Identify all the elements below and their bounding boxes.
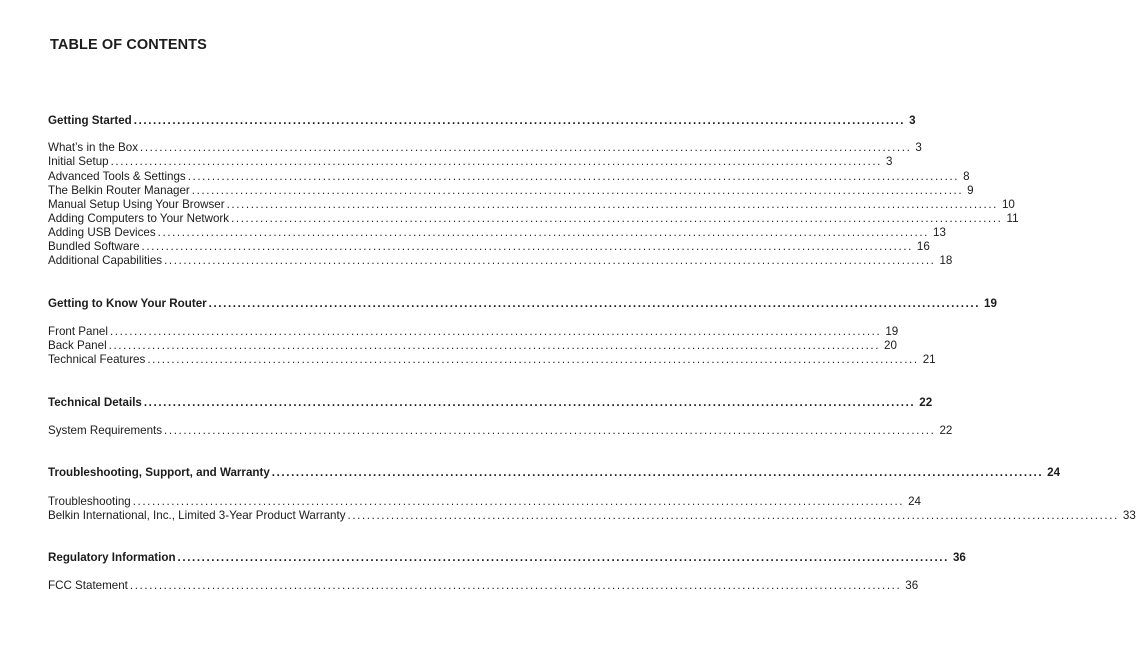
toc-entry-label: Back Panel	[48, 339, 107, 352]
toc-entry[interactable]	[48, 579, 919, 593]
toc-page-number: 9	[967, 184, 974, 197]
toc-page-number: 18	[939, 254, 953, 267]
toc-entry-label: Front Panel	[48, 325, 108, 338]
toc-entry[interactable]	[48, 495, 922, 509]
toc-page-number: 10	[1001, 198, 1015, 211]
page-title: TABLE OF CONTENTS	[50, 37, 207, 53]
toc-page-number: 11	[1006, 212, 1019, 225]
toc-section-getting-started[interactable]	[48, 114, 916, 128]
toc-entry-label: Belkin International, Inc., Limited 3-Year Product Warranty	[48, 509, 346, 522]
toc-entry[interactable]	[48, 424, 953, 438]
dot-leader: ................................................................................................................................................................	[140, 141, 912, 154]
toc-entry-label: FCC Statement	[48, 579, 128, 592]
toc-entry-label: Manual Setup Using Your Browser	[48, 198, 225, 211]
dot-leader: ................................................................................................................................................................	[147, 353, 919, 366]
toc-page-number: 24	[1047, 466, 1061, 479]
dot-leader: ................................................................................................................................................................	[143, 396, 916, 409]
toc-section-label: Troubleshooting, Support, and Warranty	[48, 466, 270, 479]
toc-entry[interactable]	[48, 184, 974, 198]
dot-leader: ................................................................................................................................................................	[226, 198, 998, 211]
toc-entry-label: Advanced Tools & Settings	[48, 170, 186, 183]
toc-section-troubleshooting-support-warranty[interactable]	[48, 466, 1061, 480]
toc-entry-label: What’s in the Box	[48, 141, 139, 154]
dot-leader: ................................................................................................................................................................	[177, 551, 949, 564]
toc-entry-label: Bundled Software	[48, 240, 140, 253]
toc-entry[interactable]	[48, 155, 893, 169]
toc-page-number: 19	[885, 325, 899, 338]
toc-page-number: 24	[908, 495, 922, 508]
toc-entry[interactable]	[48, 254, 953, 268]
toc-entry[interactable]	[48, 240, 930, 254]
toc-entry[interactable]	[48, 339, 897, 353]
toc-entry-label: Adding Computers to Your Network	[48, 212, 230, 225]
toc-section-regulatory-information[interactable]	[48, 551, 966, 565]
dot-leader: ................................................................................................................................................................	[109, 325, 882, 338]
dot-leader: ................................................................................................................................................................	[164, 254, 936, 267]
toc-section-label: Getting to Know Your Router	[48, 297, 207, 310]
toc-page-number: 22	[939, 424, 953, 437]
toc-page-number: 3	[885, 155, 893, 168]
toc-page-number: 13	[933, 226, 946, 239]
dot-leader: ................................................................................................................................................................	[231, 212, 1003, 225]
dot-leader: ................................................................................................................................................................	[208, 297, 981, 310]
toc-page-number: 16	[916, 240, 930, 253]
dot-leader: ................................................................................................................................................................	[191, 184, 964, 197]
toc-page-number: 33	[1122, 509, 1136, 522]
toc-page-number: 3	[909, 114, 916, 127]
toc-entry[interactable]	[48, 509, 1136, 523]
toc-entry-label: System Requirements	[48, 424, 163, 437]
toc-page-number: 3	[915, 141, 922, 154]
toc-entry[interactable]	[48, 212, 1019, 226]
toc-page-number: 36	[905, 579, 919, 592]
dot-leader: ................................................................................................................................................................	[108, 339, 881, 352]
toc-page-number: 22	[919, 396, 933, 409]
toc-entry-label: Technical Features	[48, 353, 146, 366]
dot-leader: ................................................................................................................................................................	[347, 509, 1119, 522]
toc-page-number: 21	[922, 353, 936, 366]
toc-page-number: 8	[963, 170, 970, 183]
toc-entry[interactable]	[48, 170, 970, 184]
toc-entry[interactable]	[48, 353, 936, 367]
dot-leader: ................................................................................................................................................................	[157, 226, 930, 239]
toc-entry-label: Troubleshooting	[48, 495, 131, 508]
dot-leader: ................................................................................................................................................................	[271, 466, 1044, 479]
toc-entry-label: Initial Setup	[48, 155, 109, 168]
dot-leader: ................................................................................................................................................................	[164, 424, 936, 437]
toc-section-getting-to-know-your-router[interactable]	[48, 297, 997, 311]
dot-leader: ................................................................................................................................................................	[141, 240, 913, 253]
dot-leader: ................................................................................................................................................................	[132, 495, 905, 508]
toc-entry-label: Additional Capabilities	[48, 254, 163, 267]
toc-section-label: Regulatory Information	[48, 551, 176, 564]
toc-entry-label: Adding USB Devices	[48, 226, 156, 239]
toc-page-number: 20	[884, 339, 897, 352]
dot-leader: ................................................................................................................................................................	[133, 114, 906, 127]
dot-leader: ................................................................................................................................................................	[129, 579, 902, 592]
toc-section-technical-details[interactable]	[48, 396, 933, 410]
toc-entry[interactable]	[48, 141, 922, 155]
toc-page-number: 36	[952, 551, 966, 564]
dot-leader: ................................................................................................................................................................	[110, 155, 882, 168]
toc-section-label: Getting Started	[48, 114, 132, 127]
toc-page-number: 19	[984, 297, 997, 310]
toc-section-label: Technical Details	[48, 396, 142, 409]
toc-entry[interactable]	[48, 198, 1015, 212]
toc-entry-label: The Belkin Router Manager	[48, 184, 190, 197]
dot-leader: ................................................................................................................................................................	[187, 170, 960, 183]
toc-entry[interactable]	[48, 325, 899, 339]
toc-entry[interactable]	[48, 226, 946, 240]
